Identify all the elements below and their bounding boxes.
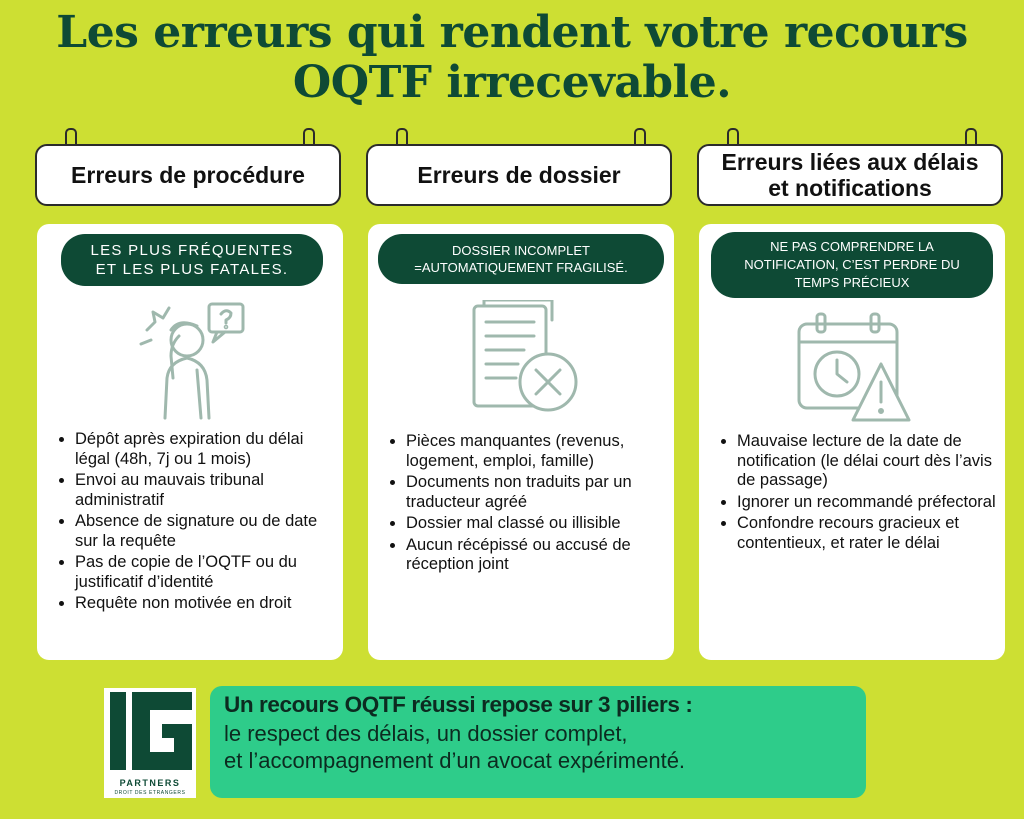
list-item: • Mauvaise lecture de la date de notification (le délai court dès l’avis de passage) <box>737 432 997 491</box>
list-item: • Pas de copie de l’OQTF ou du justificatif d’identité <box>75 553 335 592</box>
list-item: • Confondre recours gracieux et contentieux, et rater le délai <box>737 514 997 553</box>
pill-line: ET LES PLUS FATALES. <box>95 261 289 278</box>
column-header: Erreurs de procédure <box>35 144 341 206</box>
pill-line: DOSSIER INCOMPLET <box>452 243 590 258</box>
summary-headline: Un recours OQTF réussi repose sur 3 piliers : <box>224 692 693 717</box>
list-item: • Ignorer un recommandé préfectoral <box>737 493 997 513</box>
list-item: • Aucun récépissé ou accusé de réception joint <box>406 536 666 575</box>
highlight-pill <box>378 234 664 284</box>
column-card <box>368 224 674 660</box>
calendar-warning-icon <box>789 312 919 432</box>
bullet-list <box>382 432 666 577</box>
title-line-1: Les erreurs qui rendent votre recours <box>56 7 968 58</box>
title-line-2: OQTF irrecevable. <box>292 57 732 108</box>
list-item: • Dépôt après expiration du délai légal (48h, 7j ou 1 mois) <box>75 430 335 469</box>
list-item: • Envoi au mauvais tribunal administratif <box>75 471 335 510</box>
logo-label: PARTNERS <box>119 778 181 788</box>
pill-line: TEMPS PRÉCIEUX <box>794 275 910 290</box>
highlight-pill <box>711 232 993 298</box>
column-header: Erreurs de dossier <box>366 144 672 206</box>
column-card <box>699 224 1005 660</box>
list-item: • Requête non motivée en droit <box>75 594 335 614</box>
list-item: • Pièces manquantes (revenus, logement, emploi, famille) <box>406 432 666 471</box>
pill-line: =AUTOMATIQUEMENT FRAGILISÉ. <box>414 260 628 275</box>
column-header <box>697 144 1003 206</box>
rejected-document-icon <box>458 300 588 420</box>
header-line: et notifications <box>768 175 932 201</box>
pill-line: LES PLUS FRÉQUENTES <box>90 242 294 259</box>
logo-sub: DROIT DES ETRANGERS <box>114 790 186 796</box>
column-card <box>37 224 343 660</box>
summary-line-1: le respect des délais, un dossier complet, <box>224 721 628 746</box>
pill-line: NOTIFICATION, C’EST PERDRE DU <box>744 257 960 272</box>
list-item: • Absence de signature ou de date sur la requête <box>75 512 335 551</box>
list-item: • Documents non traduits par un traducteur agréé <box>406 473 666 512</box>
summary-box <box>210 686 866 798</box>
pill-line: NE PAS COMPRENDRE LA <box>770 239 934 254</box>
bullet-list <box>51 430 335 616</box>
confused-person-icon <box>127 300 257 420</box>
logo <box>104 688 196 798</box>
list-item: • Dossier mal classé ou illisible <box>406 514 666 534</box>
page-title <box>0 8 1024 108</box>
g-partners-logo-mark <box>104 688 196 774</box>
summary-line-2: et l’accompagnement d’un avocat expérimenté. <box>224 748 686 773</box>
header-line: Erreurs liées aux délais <box>721 149 979 175</box>
bullet-list <box>713 432 997 555</box>
highlight-pill <box>61 234 323 286</box>
